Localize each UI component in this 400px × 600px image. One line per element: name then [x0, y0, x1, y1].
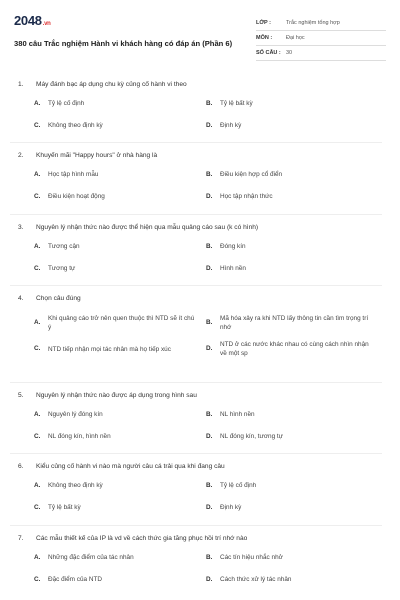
option-letter: D.: [206, 265, 213, 272]
option-text: Không theo định kỳ: [48, 122, 103, 129]
question-stem: [18, 151, 382, 160]
option-letter: D.: [206, 504, 213, 511]
option-letter: A.: [34, 319, 41, 326]
question-divider: [10, 214, 382, 215]
question-stem: [18, 223, 382, 232]
question-block: [18, 223, 382, 273]
meta-row-class: [256, 16, 386, 31]
option-letter: D.: [206, 576, 213, 583]
option-letter: B.: [206, 554, 213, 561]
option-letter: D.: [206, 122, 213, 129]
answer-option[interactable]: [34, 411, 206, 419]
option-text: Các tín hiệu nhắc nhở: [220, 554, 283, 561]
option-text: Nguyên lý đóng kín: [48, 411, 103, 418]
answer-option[interactable]: [34, 171, 206, 179]
answer-options: [18, 243, 382, 273]
answer-options: [18, 411, 382, 441]
option-text: Tỷ lệ bất kỳ: [220, 100, 253, 107]
question-stem: [18, 391, 382, 400]
option-letter: A.: [34, 482, 41, 489]
answer-option[interactable]: [34, 504, 206, 512]
option-letter: C.: [34, 122, 41, 129]
question-block: [18, 462, 382, 512]
question-divider: [10, 525, 382, 526]
option-text: NTD ở các nước khác nhau có cùng cách nhìn nhận về một sp: [220, 341, 369, 357]
option-text: NL đóng kín, hình nền: [48, 433, 111, 440]
option-letter: B.: [206, 482, 213, 489]
header-left: [14, 14, 244, 80]
option-letter: A.: [34, 554, 41, 561]
question-block: [18, 151, 382, 201]
meta-key: MÔN :: [256, 35, 273, 41]
meta-row-subject: [256, 31, 386, 46]
option-text: NL hình nền: [220, 411, 255, 418]
option-letter: D.: [206, 345, 213, 352]
option-letter: A.: [34, 243, 41, 250]
question-stem: [18, 80, 382, 89]
answer-options: [18, 482, 382, 512]
answer-option[interactable]: [206, 411, 378, 419]
option-letter: C.: [34, 433, 41, 440]
answer-option[interactable]: [34, 265, 206, 273]
answer-options: [18, 554, 382, 584]
option-text: Đóng kín: [220, 243, 246, 250]
question-number: 5.: [18, 392, 24, 399]
document-header: [14, 0, 386, 80]
option-text: Tương tự: [48, 265, 76, 272]
option-letter: A.: [34, 411, 41, 418]
option-text: Tương cận: [48, 243, 80, 250]
answer-option[interactable]: [34, 554, 206, 562]
question-stem: [18, 462, 382, 471]
option-letter: D.: [206, 193, 213, 200]
answer-option[interactable]: [34, 340, 206, 358]
question-text: Khuyến mãi "Happy hours" ở nhà hàng là: [36, 152, 158, 159]
question-divider: [10, 142, 382, 143]
answer-option[interactable]: [206, 122, 378, 130]
question-number: 6.: [18, 463, 24, 470]
option-text: Tỷ lệ cố định: [220, 482, 257, 489]
meta-row-count: [256, 46, 386, 61]
question-text: Nguyên lý nhận thức nào được thể hiện qua mẫu quảng cáo sau (k có hình): [36, 224, 259, 231]
option-text: Học tập hình mẫu: [48, 171, 99, 178]
option-text: NTD tiếp nhận mọi tác nhân mà họ tiếp xúc: [48, 345, 171, 353]
site-logo[interactable]: [14, 14, 244, 31]
option-letter: B.: [206, 411, 213, 418]
meta-key: SỐ CÂU :: [256, 50, 281, 56]
question-text: Kiểu củng cố hành vi nào mà người câu cá trải qua khi đang câu: [36, 463, 225, 470]
option-text: Định kỳ: [220, 504, 242, 511]
option-letter: C.: [34, 265, 41, 272]
answer-options: [18, 100, 382, 130]
meta-value: Đại học: [286, 35, 305, 41]
question-number: 2.: [18, 152, 24, 159]
question-stem: [18, 534, 382, 543]
answer-option[interactable]: [206, 576, 378, 584]
option-letter: A.: [34, 171, 41, 178]
option-text: Tỷ lệ cố định: [48, 100, 85, 107]
question-number: 1.: [18, 81, 24, 88]
answer-option[interactable]: [34, 193, 206, 201]
meta-value: 30: [286, 50, 293, 56]
option-letter: A.: [34, 100, 41, 107]
answer-options: [18, 171, 382, 201]
answer-option[interactable]: [206, 554, 378, 562]
option-letter: C.: [34, 504, 41, 511]
answer-option[interactable]: [206, 314, 378, 332]
answer-option[interactable]: [206, 171, 378, 179]
question-text: Nguyên lý nhận thức nào được áp dụng trong hình sau: [36, 392, 197, 399]
option-letter: B.: [206, 100, 213, 107]
answer-options: [18, 314, 382, 358]
question-block: [18, 391, 382, 441]
option-text: Đặc điểm của NTD: [48, 576, 102, 583]
answer-option[interactable]: [206, 504, 378, 512]
answer-option[interactable]: [206, 243, 378, 251]
question-block: [18, 80, 382, 130]
question-block: [18, 534, 382, 584]
document-title: 380 câu Trắc nghiệm Hành vi khách hàng có đáp án (Phần 6): [14, 39, 233, 48]
meta-key: LỚP :: [256, 20, 271, 26]
logo-text: 2048: [14, 13, 42, 28]
option-text: Mã hóa xảy ra khi NTD lấy thông tin cần tìm trọng trí nhớ: [220, 315, 369, 331]
answer-option[interactable]: [34, 482, 206, 490]
question-text: Các mẫu thiết kế của IP là vd về cách thức gia tăng phục hồi trí nhớ nào: [36, 535, 248, 542]
answer-option[interactable]: [206, 482, 378, 490]
answer-option[interactable]: [34, 576, 206, 584]
answer-option[interactable]: [34, 122, 206, 130]
option-text: Điều kiện hoạt động: [48, 193, 105, 200]
meta-value: Trắc nghiệm tổng hợp: [286, 20, 340, 26]
option-text: Cách thức xử lý tác nhân: [220, 576, 292, 583]
question-divider: [10, 453, 382, 454]
option-text: Điều kiện hợp cổ điển: [220, 171, 283, 178]
option-text: Học tập nhận thức: [220, 193, 273, 200]
question-stem: [18, 294, 382, 303]
answer-option[interactable]: [34, 314, 206, 332]
answer-option[interactable]: [34, 100, 206, 108]
logo-suffix: .vn: [42, 21, 51, 27]
option-text: Định kỳ: [220, 122, 242, 129]
question-number: 7.: [18, 535, 24, 542]
answer-option[interactable]: [206, 193, 378, 201]
option-letter: B.: [206, 243, 213, 250]
question-divider: [10, 285, 382, 286]
question-text: Chọn câu đúng: [36, 295, 81, 302]
answer-option[interactable]: [206, 433, 378, 441]
option-text: Hình nền: [220, 265, 246, 272]
option-letter: B.: [206, 171, 213, 178]
option-letter: C.: [34, 193, 41, 200]
question-number: 4.: [18, 295, 24, 302]
question-number: 3.: [18, 224, 24, 231]
answer-option[interactable]: [206, 100, 378, 108]
option-text: Không theo định kỳ: [48, 482, 103, 489]
option-letter: C.: [34, 576, 41, 583]
option-text: Những đặc điểm của tác nhân: [48, 554, 134, 561]
option-text: NL đóng kín, tương tự: [220, 433, 283, 440]
option-letter: B.: [206, 319, 213, 326]
meta-info: [256, 16, 386, 80]
answer-option[interactable]: [206, 265, 378, 273]
option-letter: C.: [34, 345, 41, 352]
answer-option[interactable]: [34, 243, 206, 251]
question-block: [18, 294, 382, 358]
question-text: Máy đánh bạc áp dụng chu kỳ củng cố hành vi theo: [36, 81, 187, 88]
answer-option[interactable]: [34, 433, 206, 441]
option-text: Khi quảng cáo trở nên quen thuộc thì NTD sẽ ít chú ý: [48, 315, 195, 331]
option-letter: D.: [206, 433, 213, 440]
option-text: Tỷ lệ bất kỳ: [48, 504, 81, 511]
answer-option[interactable]: [206, 340, 378, 358]
question-divider: [10, 382, 382, 383]
